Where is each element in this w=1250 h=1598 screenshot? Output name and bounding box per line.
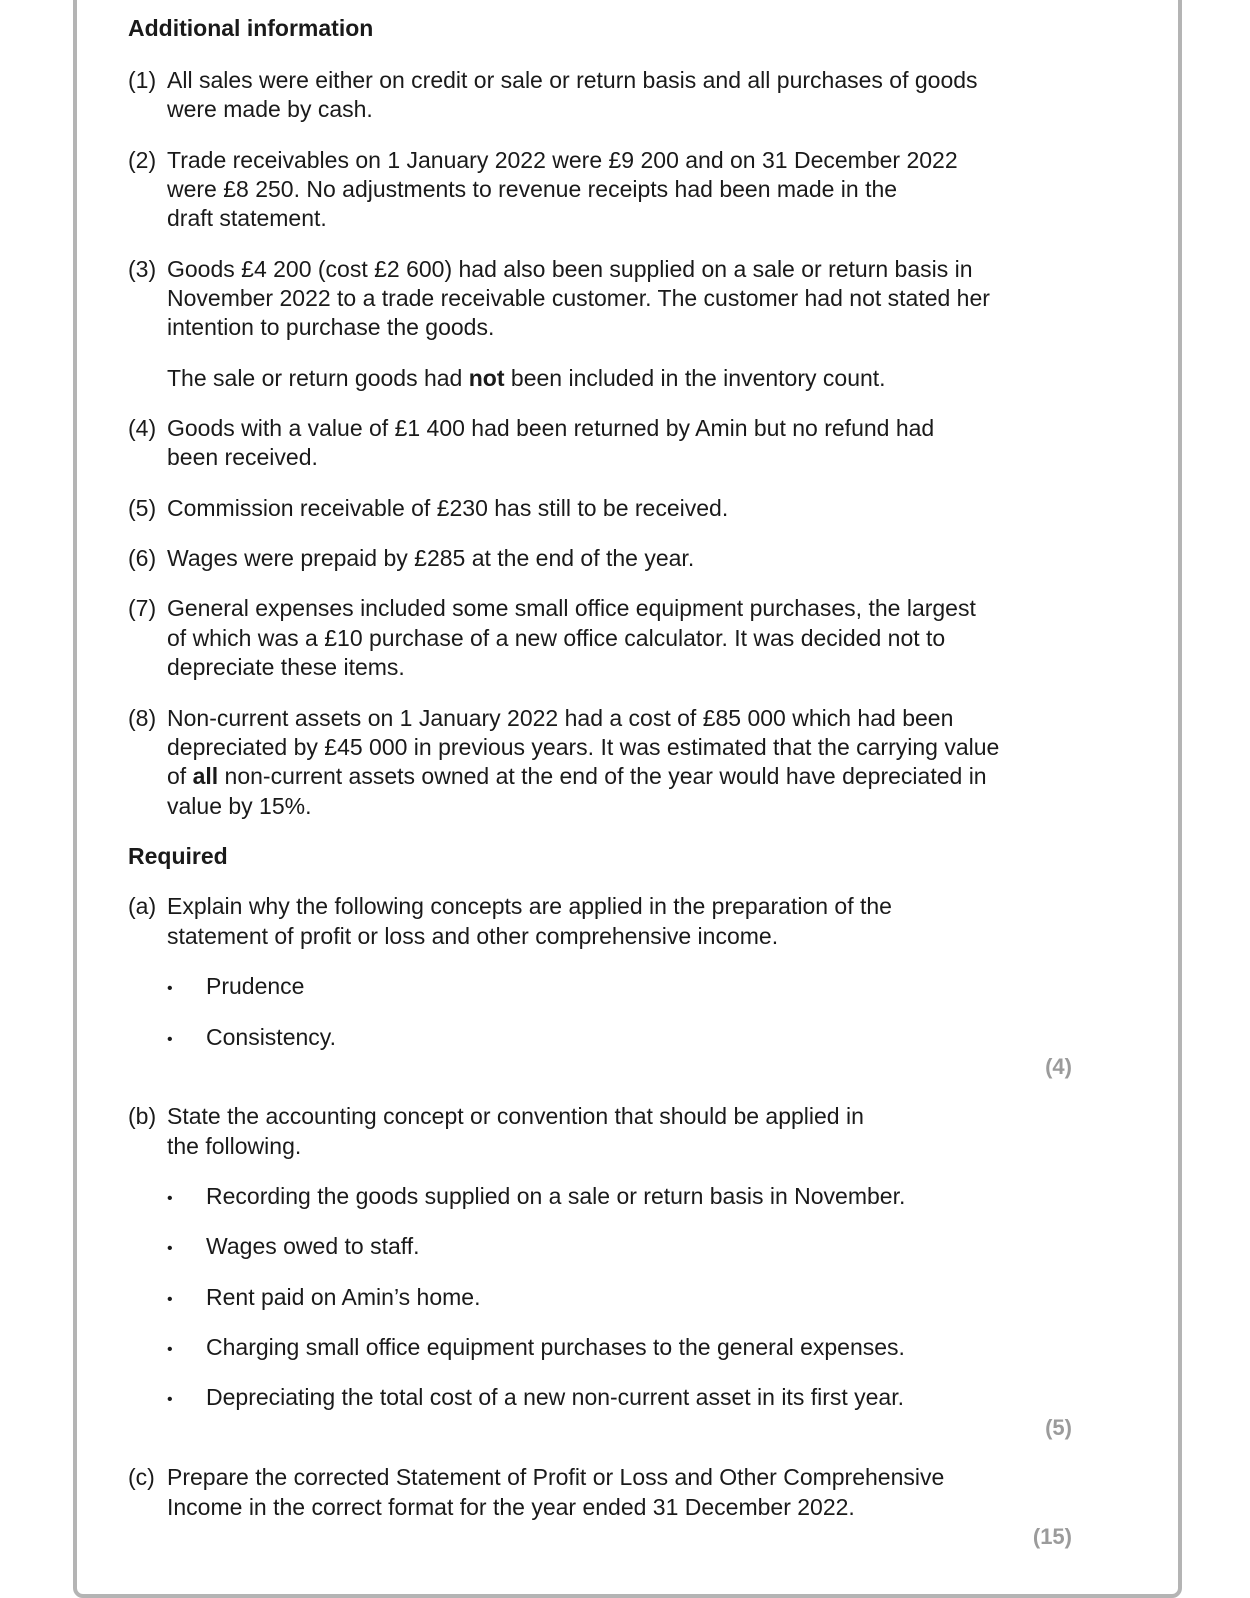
item-8-line-1: Non-current assets on 1 January 2022 had a cost of £85 000 which had been: [167, 705, 954, 731]
item-1-line-2: were made by cash.: [167, 96, 373, 122]
part-b-bullet-5: Depreciating the total cost of a new non-current asset in its first year.: [206, 1384, 905, 1410]
part-b-line-2: the following.: [167, 1133, 302, 1159]
bullet-icon: •: [167, 1031, 173, 1048]
part-c-marks: (15): [1032, 1524, 1072, 1549]
part-b-number: (b): [128, 1103, 157, 1129]
item-7-number: (7): [128, 595, 157, 621]
heading-required: Required: [128, 843, 228, 869]
part-a-line-1: Explain why the following concepts are applied in the preparation of the: [167, 893, 892, 919]
item-3-line-1: Goods £4 200 (cost £2 600) had also been supplied on a sale or return basis in: [167, 256, 973, 282]
bullet-icon: •: [167, 1190, 173, 1207]
item-3-note: The sale or return goods had not been included in the inventory count.: [167, 365, 886, 391]
item-2-line-1: Trade receivables on 1 January 2022 were £9 200 and on 31 December 2022: [167, 147, 958, 173]
part-b-marks: (5): [1045, 1415, 1072, 1440]
bullet-icon: •: [167, 1341, 173, 1358]
bullet-icon: •: [167, 1391, 173, 1408]
part-a-bullet-1: Prudence: [206, 973, 305, 999]
item-4-number: (4): [128, 415, 157, 441]
item-2-line-3: draft statement.: [167, 205, 327, 231]
item-8-number: (8): [128, 705, 157, 731]
item-4-line-2: been received.: [167, 444, 318, 470]
bullet-icon: •: [167, 980, 173, 997]
part-b-bullet-2: Wages owed to staff.: [206, 1233, 420, 1259]
item-1-number: (1): [128, 67, 157, 93]
item-8-line-2: depreciated by £45 000 in previous years. It was estimated that the carrying value: [167, 734, 1000, 760]
part-c-number: (c): [128, 1464, 155, 1490]
part-a-bullet-2: Consistency.: [206, 1024, 336, 1050]
item-5-number: (5): [128, 495, 157, 521]
item-7-line-3: depreciate these items.: [167, 654, 405, 680]
item-6-number: (6): [128, 545, 157, 571]
item-2-number: (2): [128, 147, 157, 173]
part-b-line-1: State the accounting concept or convention that should be applied in: [167, 1103, 864, 1129]
item-7-line-1: General expenses included some small office equipment purchases, the largest: [167, 595, 976, 621]
part-b-bullet-3: Rent paid on Amin’s home.: [206, 1284, 481, 1310]
part-a-number: (a): [128, 893, 157, 919]
heading-additional-information: Additional information: [128, 15, 374, 41]
item-1-line-1: All sales were either on credit or sale or return basis and all purchases of goods: [167, 67, 978, 93]
part-c-line-1: Prepare the corrected Statement of Profit or Loss and Other Comprehensive: [167, 1464, 945, 1490]
item-3-number: (3): [128, 256, 157, 282]
part-b-bullet-4: Charging small office equipment purchases to the general expenses.: [206, 1334, 905, 1360]
part-a-line-2: statement of profit or loss and other comprehensive income.: [167, 923, 779, 949]
item-8-line-3: of all non-current assets owned at the end of the year would have depreciated in: [167, 763, 987, 789]
part-b-bullet-1: Recording the goods supplied on a sale or return basis in November.: [206, 1183, 906, 1209]
bullet-icon: •: [167, 1240, 173, 1257]
bullet-icon: •: [167, 1291, 173, 1308]
item-3-line-2: November 2022 to a trade receivable customer. The customer had not stated her: [167, 285, 990, 311]
item-6-line-1: Wages were prepaid by £285 at the end of the year.: [167, 545, 695, 571]
item-8-line-4: value by 15%.: [167, 793, 312, 819]
item-3-line-3: intention to purchase the goods.: [167, 314, 495, 340]
item-2-line-2: were £8 250. No adjustments to revenue receipts had been made in the: [167, 176, 898, 202]
part-c-line-2: Income in the correct format for the year ended 31 December 2022.: [167, 1494, 855, 1520]
item-7-line-2: of which was a £10 purchase of a new office calculator. It was decided not to: [167, 625, 946, 651]
part-a-marks: (4): [1045, 1054, 1072, 1079]
item-4-line-1: Goods with a value of £1 400 had been returned by Amin but no refund had: [167, 415, 935, 441]
item-5-line-1: Commission receivable of £230 has still to be received.: [167, 495, 729, 521]
